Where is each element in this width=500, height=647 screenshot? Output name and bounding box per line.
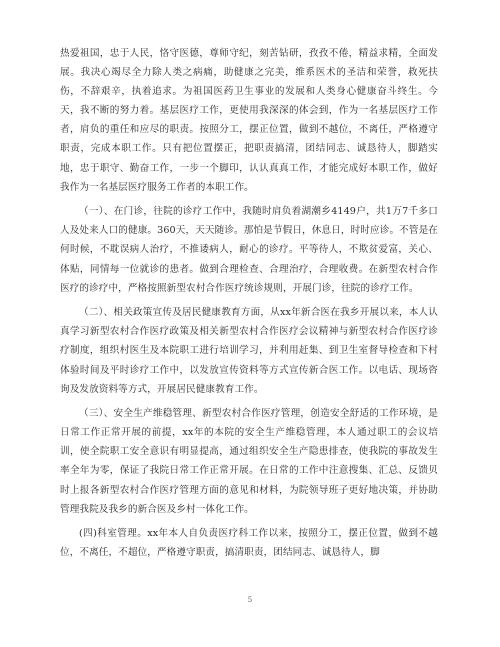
paragraph-section-3: （三）、安全生产维稳管理、新型农村合作医疗管理，创造安全舒适的工作环境，是日常工作正常开展的前提，xx年的本院的安全生产维稳管理，本人通过职工的会议培训，使全院职工安全意识有明显提高，通过组织安全生产隐患排查，使我院的事故发生率全年为零，保证了我院日常工作正常开展。在日常的工作中注意搜集、汇总、反馈贝时上报各新型农村合作医疗管理方面的意见和材料，为院领导班子更好地决策，并协助管理我院及我乡的新合医及乡村一体化工作。 xyxy=(60,408,438,515)
paragraph-intro: 热爱祖国，忠于人民，恪守医德，尊师守纪，刻苦钻研，孜孜不倦，精益求精，全面发展。我决心竭尽全力除人类之病痛，助健康之完美，维系医术的圣洁和荣誉，救死扶伤，不辞艰辛，执着追求。为祖国医药卫生事业的发展和人类身心健康奋斗终生。今天，我不断的努力着。基层医疗工作，更使用我深深的体会到，作为一名基层医疗工作者，肩负的重任和应尽的职责。按照分工，摆正位置，做到不越位，不离任，严格遵守职责，完成本职工作。只有把位置摆正，把职责搞清，团结同志、诚恳待人，脚踏实地，忠于职守、勤奋工作，一步一个脚印，认认真真工作，才能完成好本职工作，做好我作为一名基层医疗服务工作者的本职工作。 xyxy=(60,48,438,193)
page-number: 5 xyxy=(247,596,253,604)
document-body xyxy=(60,44,438,568)
paragraph-section-2: （二）、相关政策宣传及居民健康教育方面，从xx年新合医在我乡开展以来，本人认真学习新型农村合作医疗政策及相关新型农村合作医疗会议精神与新型农村合作医疗诊疗制度，组织村医生及本院职工进行培训学习，并利用赶集、到卫生室督导检查和下村体验时间及平时诊疗工作中，以发放宣传资料等方式宣传新合医工作。以电话、现场咨询及发放资料等方式，开展居民健康教育工作。 xyxy=(60,307,438,395)
paragraph-section-1: （一）、在门诊，往院的诊疗工作中，我随时肩负着湖潮乡4149户，共1万7千多口人及处来人口的健康。360天，天天随诊。那怕是节假日，休息日，时时应诊。不管是在何时候，不耽误病人治疗，不推诿病人，耐心的诊疗。平等待人，不欺贫爱富，关心、体贴，同情每一位就诊的患者。做到合理检查、合理治疗，合理收费。在新型农村合作医疗的诊疗中，严格按照新型农村合作医疗统诊规则，开展门诊，往院的诊疗工作。 xyxy=(60,206,438,294)
paragraph-section-4: (四)科室管理。xx年本人自负责医疗科工作以来，按照分工，摆正位置，做到不越位，不离任，不超位，严格遵守职责，搞清职责，团结同志、诚恳待人，脚 xyxy=(60,528,438,559)
